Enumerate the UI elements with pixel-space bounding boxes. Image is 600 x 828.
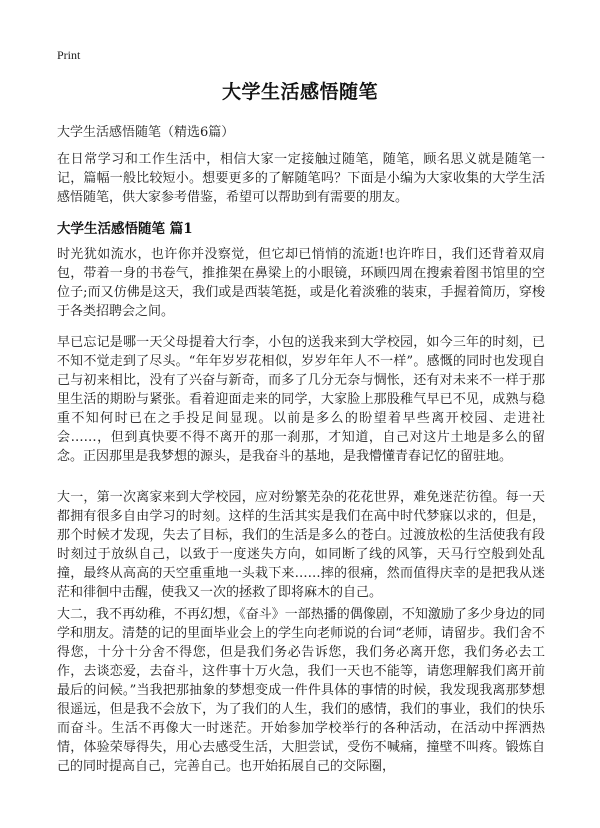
body-paragraph: 大二，我不再幼稚，不再幻想，《奋斗》一部热播的偶像剧，不知激励了多少身边的同学和朋友。清楚的记的里面毕业会上的学生向老师说的台词“老师，请留步。我们舍不得您，十分十分舍不得您，但是我们务必告诉您，我们务必离开您，我们务必去工作，去谈恋爱，去奋斗，这件事十万火急，我们一天也不能等，请您理解我们离开前最后的问候。”当我把那抽象的梦想变成一件件具体的事情的时候，我发现我离那梦想很遥远，但是我不会放下，为了我们的人生，我们的感情，我们的事业，我们的快乐而奋斗。生活不再像大一时迷茫。开始参加学校举行的各种活动，在活动中挥洒热情，体验荣辱得失，用心去感受生活，大胆尝试，受伤不喊痛，撞壁不叫疼。锻炼自己的同时提高自己，完善自己。也开始拓展自己的交际圈，: [57, 607, 545, 774]
body-paragraph: 大一，第一次离家来到大学校园，应对纷繁芜杂的花花世界，难免迷茫彷徨。每一天都拥有很多自由学习的时刻。这样的生活其实是我们在高中时代梦寐以求的，但是，那个时候才发现，失去了目标，我们的生活是多么的苍白。过渡放松的生活使我有段时刻过于放纵自己，以致于一度迷失方向，如同断了线的风筝，天马行空般到处乱撞，最终从高高的天空重重地一头栽下来……摔的很痛，然而值得庆幸的是把我从迷茫和徘徊中击醒，使我又一次的拯救了即将麻木的自己。: [57, 490, 545, 600]
body-paragraph: 早已忘记是哪一天父母提着大行李，小包的送我来到大学校园，如今三年的时刻，已不知不觉走到了尽头。“年年岁岁花相似，岁岁年年人不一样”。感慨的同时也发现自己与初来相比，没有了兴奋与新奇，而多了几分无奈与惆怅，还有对未来不一样于那里生活的期盼与紧张。看着迎面走来的同学，大家脸上那股稚气早已不见，成熟与稳重不知何时已在之手投足间显现。以前是多么的盼望着早些离开校园、走进社会……，但到真快要不得不离开的那一刹那，才知道，自己对这片土地是多么的留念。正因那里是我梦想的源头，是我奋斗的基地，是我懵懂青春记忆的留驻地。: [57, 335, 545, 464]
intro-paragraph: 在日常学习和工作生活中，相信大家一定接触过随笔，随笔，顾名思义就是随笔一记，篇幅一般比较短小。想要更多的了解随笔吗？下面是小编为大家收集的大学生活感悟随笔，供大家参考借鉴，希望可以帮助到有需要的朋友。: [57, 152, 545, 205]
body-paragraph: 时光犹如流水，也许你并没察觉，但它却已悄悄的流逝!也许昨日，我们还背着双肩包，带着一身的书卷气，推推架在鼻梁上的小眼镜，环顾四周在搜索着图书馆里的空位子;而又仿佛是这天，我们或是西装笔挺，或是化着淡雅的装束，手握着简历，穿梭于各类招聘会之间。: [57, 247, 545, 319]
document-subtitle: 大学生活感悟随笔（精选6篇）: [57, 125, 235, 140]
page-title: 大学生活感悟随笔: [221, 81, 378, 103]
section-heading: 大学生活感悟随笔 篇1: [57, 221, 193, 237]
print-label: Print: [57, 48, 81, 62]
